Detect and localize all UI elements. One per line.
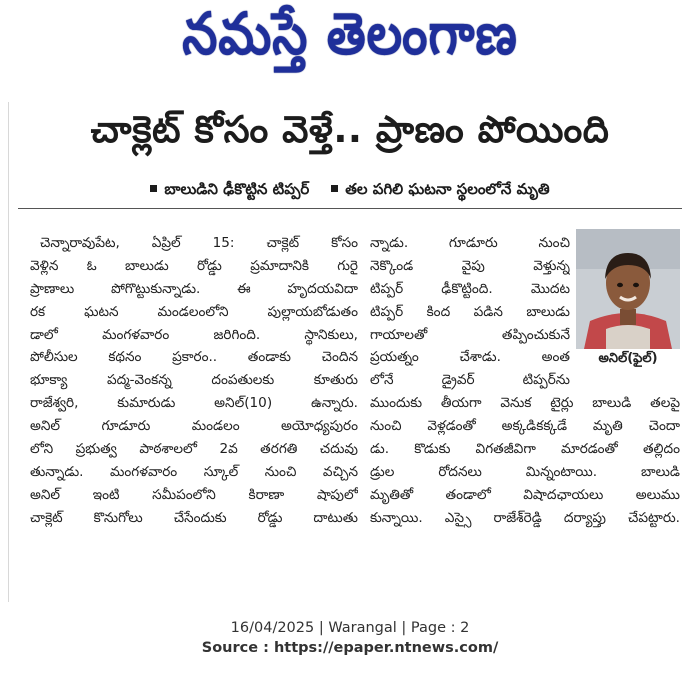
bullet-icon bbox=[150, 185, 157, 192]
footer bbox=[0, 620, 700, 656]
text-line: లోనే డ్రైవర్ టిప్పర్‌ను bbox=[370, 372, 570, 389]
text-line: పోలీసుల కథనం ప్రకారం.. తండాకు చెందిన bbox=[30, 349, 358, 366]
text-line: కున్నాయి. ఎస్సై రాజేశ్‌రెడ్డి దర్యాప్తు చేపట్టారు. bbox=[370, 509, 680, 526]
text-line: చాక్లెట్ కొనుగోలు చేసేందుకు రోడ్డు దాటుతు bbox=[30, 509, 358, 526]
text-line: చెన్నారావుపేట, ఏప్రిల్ 15: చాక్లెట్ కోసం bbox=[40, 235, 358, 251]
subheadline: తల పగిలి ఘటనా స్థలంలోనే మృతి bbox=[345, 180, 550, 198]
photo-caption: అనిల్(ఫైల్) bbox=[598, 351, 658, 366]
subheadline-row bbox=[8, 180, 692, 202]
text-line: టిప్పర్ ఢీకొట్టింది. మొదట bbox=[370, 280, 570, 297]
text-line: నుంచి వెళ్లడంతో అక్కడికక్కడే మృతి చెందా bbox=[370, 418, 680, 435]
bullet-icon bbox=[331, 185, 338, 192]
text-line: ప్రాణాలు పోగొట్టుకున్నాడు. ఈ హృదయవిదా bbox=[30, 280, 358, 297]
text-line: రాజేశ్వరి, కుమారుడు అనిల్(10) ఉన్నారు. bbox=[30, 395, 358, 412]
text-line: భూక్యా పద్మ-వెంకన్న దంపతులకు కూతురు bbox=[30, 372, 358, 389]
text-line: టిప్పర్ కింద పడిన బాలుడు bbox=[370, 303, 570, 320]
text-line: లోని ప్రభుత్వ పాఠశాలలో 2వ తరగతి చదువు bbox=[30, 441, 358, 458]
text-line: ముందుకు తీయగా వెనుక టైర్లు బాలుడి తలపై bbox=[370, 395, 680, 412]
text-line: అనిల్ గూడూరు మండలం అయోధ్యపురం bbox=[30, 418, 358, 435]
dateline: 16/04/2025 | Warangal | Page : 2 bbox=[230, 620, 470, 636]
text-line: నెక్కొండ వైపు వెళ్తున్న bbox=[370, 257, 570, 274]
boy-photo bbox=[576, 229, 680, 349]
text-line: తున్నాడు. మంగళవారం స్కూల్ నుంచి వచ్చిన bbox=[30, 463, 358, 480]
text-line: ప్రయత్నం చేశాడు. అంత bbox=[370, 349, 570, 366]
divider bbox=[8, 102, 9, 602]
masthead bbox=[0, 0, 700, 90]
text-line: డాలో మంగళవారం జరిగింది. స్థానికులు, bbox=[30, 326, 358, 343]
text-line: డు. కొడుకు విగతజీవిగా మారడంతో తల్లిదం bbox=[370, 441, 680, 458]
text-line: డ్రుల రోదనలు మిన్నంటాయి. బాలుడి bbox=[370, 463, 680, 480]
text-line: న్నాడు. గూడూరు నుంచి bbox=[370, 235, 570, 251]
headline: చాక్లెట్ కోసం వెళ్తే.. ప్రాణం పోయింది bbox=[90, 108, 610, 151]
divider bbox=[18, 208, 682, 209]
text-line: గాయాలతో తప్పించుకునే bbox=[370, 326, 570, 343]
text-line: మృతితో తండాలో విషాదఛాయలు అలుము bbox=[370, 486, 680, 503]
text-line: వెళ్లిన ఓ బాలుడు రోడ్డు ప్రమాదానికి గురై bbox=[30, 257, 358, 274]
newspaper-logo: నమస్తే తెలంగాణ bbox=[182, 0, 518, 68]
subheadline: బాలుడిని ఢీకొట్టిన టిప్పర్ bbox=[164, 180, 310, 198]
source-link[interactable]: Source : https://epaper.ntnews.com/ bbox=[201, 640, 499, 656]
news-clipping bbox=[8, 102, 692, 602]
text-line: అనిల్ ఇంటి సమీపంలోని కిరాణా షాపులో bbox=[30, 486, 358, 503]
article-column-1 bbox=[30, 232, 358, 530]
text-line: రక ఘటన మండలంలోని పుల్లాయబోడుతం bbox=[30, 303, 358, 320]
